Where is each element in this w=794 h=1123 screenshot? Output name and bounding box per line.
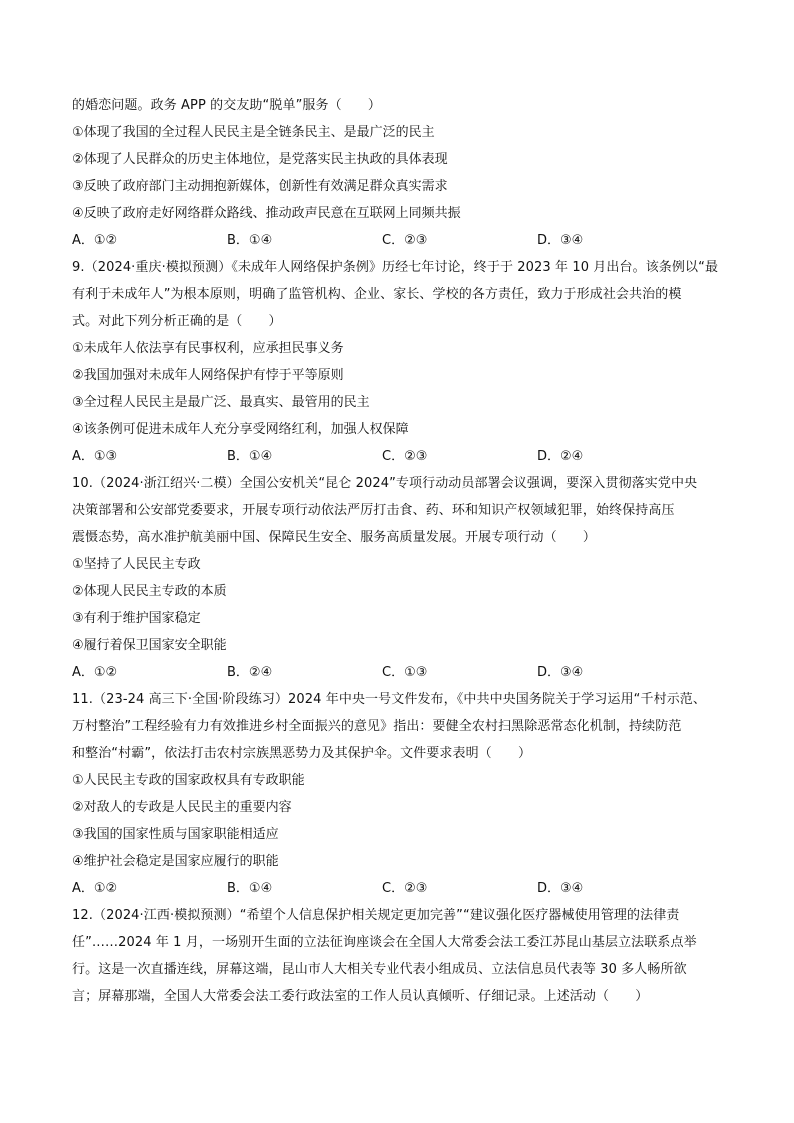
question-10-stem-line-1: 10.（2024·浙江绍兴·二模）全国公安机关“昆仑 2024”专项行动动员部署会议强调，要深入贯彻落实党中央: [72, 476, 698, 491]
question-12-stem-line-1: 12.（2024·江西·模拟预测）“希望个人信息保护相关规定更加完善”“建议强化医疗器械使用管理的法律责: [72, 908, 680, 923]
question-9: [72, 254, 724, 470]
question-10-option-b[interactable]: B．②④: [227, 665, 273, 680]
question-8-option-a[interactable]: A．①②: [72, 233, 118, 248]
question-10-stem-line-2: 决策部署和公安部党委要求，开展专项行动依法严厉打击食、药、环和知识产权领域犯罪，始终保持高压: [72, 503, 675, 518]
question-11-stem-line-3: 和整治“村霸”，依法打击农村宗族黑恶势力及其保护伞。文件要求表明（ ）: [72, 746, 532, 761]
question-9-item-4: ④该条例可促进未成年人充分享受网络红利，加强人权保障: [72, 422, 409, 437]
question-11-item-4: ④维护社会稳定是国家应履行的职能: [72, 854, 279, 869]
question-11-option-c[interactable]: C．②③: [382, 881, 428, 896]
question-10-options: [72, 659, 724, 686]
question-9-options: [72, 443, 724, 470]
question-9-item-2: ②我国加强对未成年人网络保护有悖于平等原则: [72, 368, 344, 383]
question-9-option-a[interactable]: A．①③: [72, 449, 118, 464]
question-11: [72, 686, 724, 902]
question-10-item-1: ①坚持了人民民主专政: [72, 557, 201, 572]
question-10: [72, 470, 724, 686]
question-9-stem-line-3: 式。对此下列分析正确的是（ ）: [72, 314, 282, 329]
question-10-item-3: ③有利于维护国家稳定: [72, 611, 201, 626]
question-10-item-2: ②体现人民民主专政的本质: [72, 584, 227, 599]
question-10-option-a[interactable]: A．①②: [72, 665, 118, 680]
question-11-item-2: ②对敌人的专政是人民民主的重要内容: [72, 800, 292, 815]
question-8-option-c[interactable]: C．②③: [382, 233, 428, 248]
question-list: [72, 92, 724, 1010]
question-9-stem-line-1: 9.（2024·重庆·模拟预测）《未成年人网络保护条例》历经七年讨论，终于于 2023 年 10 月出台。该条例以“最: [72, 260, 719, 275]
question-8-item-3: ③反映了政府部门主动拥抱新媒体，创新性有效满足群众真实需求: [72, 179, 448, 194]
question-10-stem-line-3: 震慑态势，高水准护航美丽中国、保障民生安全、服务高质量发展。开展专项行动（ ）: [72, 530, 597, 545]
question-8-item-4: ④反映了政府走好网络群众路线、推动政声民意在互联网上同频共振: [72, 206, 461, 221]
question-12-stem-line-4: 言；屏幕那端，全国人大常委会法工委行政法室的工作人员认真倾听、仔细记录。上述活动（ ）: [72, 989, 649, 1004]
question-11-options: [72, 875, 724, 902]
question-8-option-b[interactable]: B．①④: [227, 233, 273, 248]
question-9-item-1: ①未成年人依法享有民事权利，应承担民事义务: [72, 341, 344, 356]
question-8-stem-tail: 的婚恋问题。政务 APP 的交友助“脱单”服务（ ）: [72, 98, 382, 113]
question-9-item-3: ③全过程人民民主是最广泛、最真实、最管用的民主: [72, 395, 370, 410]
question-10-option-c[interactable]: C．①③: [382, 665, 428, 680]
question-8: [72, 92, 724, 254]
question-8-item-2: ②体现了人民群众的历史主体地位，是党落实民主执政的具体表现: [72, 152, 448, 167]
question-10-item-4: ④履行着保卫国家安全职能: [72, 638, 227, 653]
question-8-options: [72, 227, 724, 254]
question-8-item-1: ①体现了我国的全过程人民民主是全链条民主、是最广泛的民主: [72, 125, 435, 140]
question-8-option-d[interactable]: D．③④: [537, 233, 584, 248]
question-10-option-d[interactable]: D．③④: [537, 665, 584, 680]
question-9-option-c[interactable]: C．②③: [382, 449, 428, 464]
question-9-stem-line-2: 有利于未成年人”为根本原则，明确了监管机构、企业、家长、学校的各方责任，致力于形成社会共治的模: [72, 287, 682, 302]
question-11-option-a[interactable]: A．①②: [72, 881, 118, 896]
question-12-stem-line-2: 任”……2024 年 1 月，一场别开生面的立法征询座谈会在全国人大常委会法工委江苏昆山基层立法联系点举: [72, 935, 697, 950]
question-9-option-d[interactable]: D．②④: [537, 449, 584, 464]
question-11-item-1: ①人民民主专政的国家政权具有专政职能: [72, 773, 305, 788]
question-12: [72, 902, 724, 1010]
question-11-item-3: ③我国的国家性质与国家职能相适应: [72, 827, 279, 842]
question-12-stem-line-3: 行。这是一次直播连线，屏幕这端，昆山市人大相关专业代表小组成员、立法信息员代表等 30 多人畅所欲: [72, 962, 687, 977]
question-11-option-d[interactable]: D．③④: [537, 881, 584, 896]
question-9-option-b[interactable]: B．①④: [227, 449, 273, 464]
question-11-stem-line-2: 万村整治”工程经验有力有效推进乡村全面振兴的意见》指出：要健全农村扫黑除恶常态化机制，持续防范: [72, 719, 682, 734]
question-11-stem-line-1: 11.（23-24 高三下·全国·阶段练习）2024 年中央一号文件发布，《中共中央国务院关于学习运用“千村示范、: [72, 692, 706, 707]
question-11-option-b[interactable]: B．①④: [227, 881, 273, 896]
